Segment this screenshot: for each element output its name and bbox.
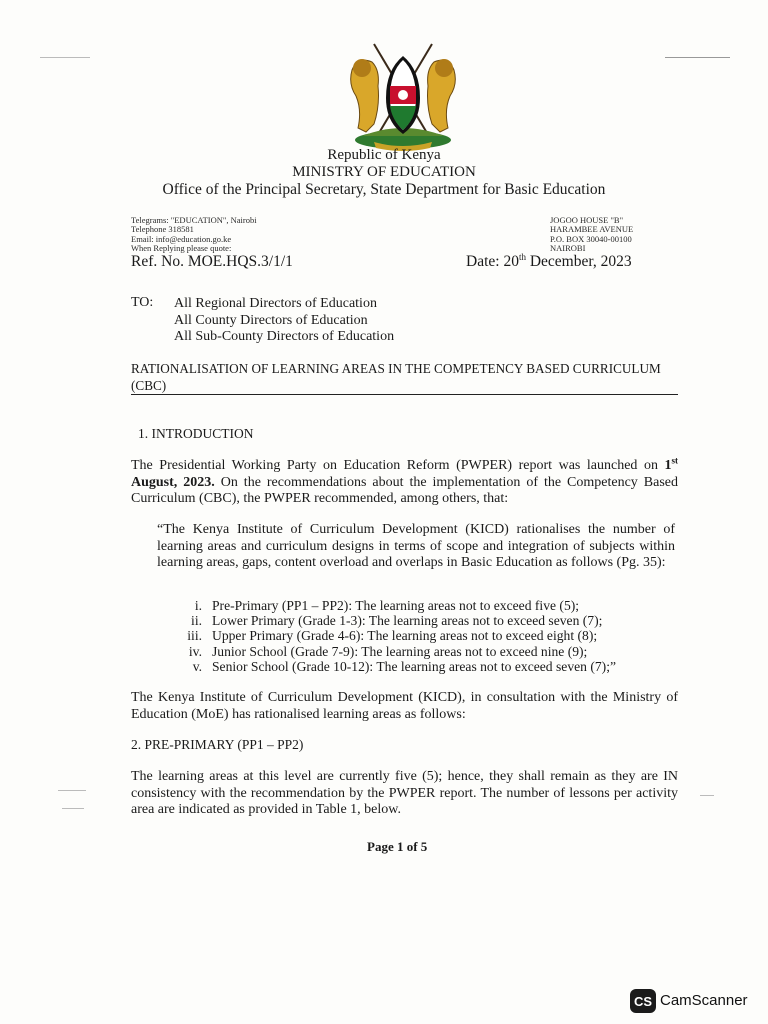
telephone-line: Telephone 318581	[131, 224, 194, 235]
intro-text: The Presidential Working Party on Education Reform (PWPER) report was launched on	[131, 458, 658, 473]
page-number: Page 1 of 5	[367, 839, 428, 854]
letter-date	[466, 253, 632, 271]
launch-day: 1	[664, 458, 672, 473]
list-item	[187, 628, 682, 644]
office-title: Office of the Principal Secretary, State Department for Basic Education	[162, 181, 606, 198]
section-2-heading: 2. PRE-PRIMARY (PP1 – PP2)	[131, 737, 304, 752]
contacts-left	[131, 216, 331, 254]
address-line-2: HARAMBEE AVENUE	[550, 224, 634, 235]
recipients-list	[174, 296, 494, 346]
preprimary-paragraph: The learning areas at this level are currently five (5); hence, they shall remain as they are IN consistency with the recommendation by the PWPER report. The number of lessons per activity area are indicated as provided in Table 1, below.	[131, 769, 678, 817]
scan-speck	[40, 57, 90, 58]
quote-paragraph: “The Kenya Institute of Curriculum Development (KICD) rationalises the number of learning areas and curriculum designs in terms of scope and integration of subjects within learning areas, gaps, content overload and overlaps in Basic Education as follows (Pg. 35):	[157, 522, 675, 570]
scan-speck	[62, 808, 84, 809]
subject-line-2: (CBC)	[131, 377, 167, 393]
republic-title: Republic of Kenya	[327, 147, 441, 163]
list-item-text: Senior School (Grade 10-12): The learning areas not to exceed seven (7);”	[212, 658, 617, 674]
list-item	[191, 613, 682, 629]
subject-heading	[131, 361, 691, 394]
list-item-number: iv.	[188, 643, 202, 659]
ministry-title: MINISTRY OF EDUCATION	[292, 164, 476, 180]
list-item-number: i.	[194, 598, 202, 613]
address-line-3: P.O. BOX 30040-00100	[550, 233, 632, 244]
to-label: TO:	[131, 295, 154, 310]
date-day-suffix: th	[518, 251, 526, 262]
learning-areas-list	[187, 598, 682, 674]
reference-number: Ref. No. MOE.HQS.3/1/1	[131, 253, 293, 270]
section-1-heading: 1. INTRODUCTION	[138, 426, 254, 441]
launch-month-year: August, 2023.	[131, 474, 215, 490]
address-line-4: NAIROBI	[550, 243, 586, 254]
kenya-coat-of-arms-emblem	[344, 40, 462, 152]
scan-speck	[665, 57, 730, 58]
camscanner-label: CamScanner	[660, 992, 748, 1009]
recipient: All Sub-County Directors of Education	[174, 329, 395, 344]
telegrams-line: Telegrams: "EDUCATION", Nairobi	[131, 215, 257, 225]
date-day: Date: 20	[466, 253, 519, 270]
list-item-number: ii.	[191, 613, 202, 629]
list-item-text: Upper Primary (Grade 4-6): The learning areas not to exceed eight (8);	[212, 628, 598, 644]
scan-speck	[58, 790, 86, 791]
contacts-right	[550, 216, 660, 254]
list-item-text: Lower Primary (Grade 1-3): The learning areas not to exceed seven (7);	[212, 613, 603, 629]
list-item	[188, 643, 682, 659]
recipient: All County Directors of Education	[174, 312, 368, 328]
list-item-text: Pre-Primary (PP1 – PP2): The learning areas not to exceed five (5);	[212, 598, 580, 613]
list-item	[192, 658, 682, 674]
subject-line-1: RATIONALISATION OF LEARNING AREAS IN THE COMPETENCY BASED CURRICULUM	[131, 361, 661, 376]
list-item-number: iii.	[187, 628, 202, 644]
scan-speck	[700, 795, 714, 796]
recipient: All Regional Directors of Education	[174, 296, 377, 311]
kicd-paragraph: The Kenya Institute of Curriculum Development (KICD), in consultation with the Ministry of Education (MoE) has rationalised learning areas as follows:	[131, 690, 678, 722]
camscanner-logo: CS	[630, 989, 656, 1013]
address-line-1: JOGOO HOUSE "B"	[550, 215, 624, 225]
launch-day-suffix: st	[671, 455, 679, 466]
replying-line: When Replying please quote:	[131, 243, 232, 254]
date-month-year: December, 2023	[525, 253, 632, 270]
intro-text-continued: On the recommendations about the implementation of the Competency Based Curriculum (CBC), the PWPER recommended, among others, that:	[131, 474, 678, 506]
list-item	[194, 598, 682, 613]
email-line: Email: info@education.go.ke	[131, 233, 232, 244]
intro-paragraph	[131, 455, 679, 508]
list-item-text: Junior School (Grade 7-9): The learning areas not to exceed nine (9);	[212, 643, 588, 659]
subject-underline	[131, 394, 678, 395]
list-item-number: v.	[192, 658, 202, 674]
